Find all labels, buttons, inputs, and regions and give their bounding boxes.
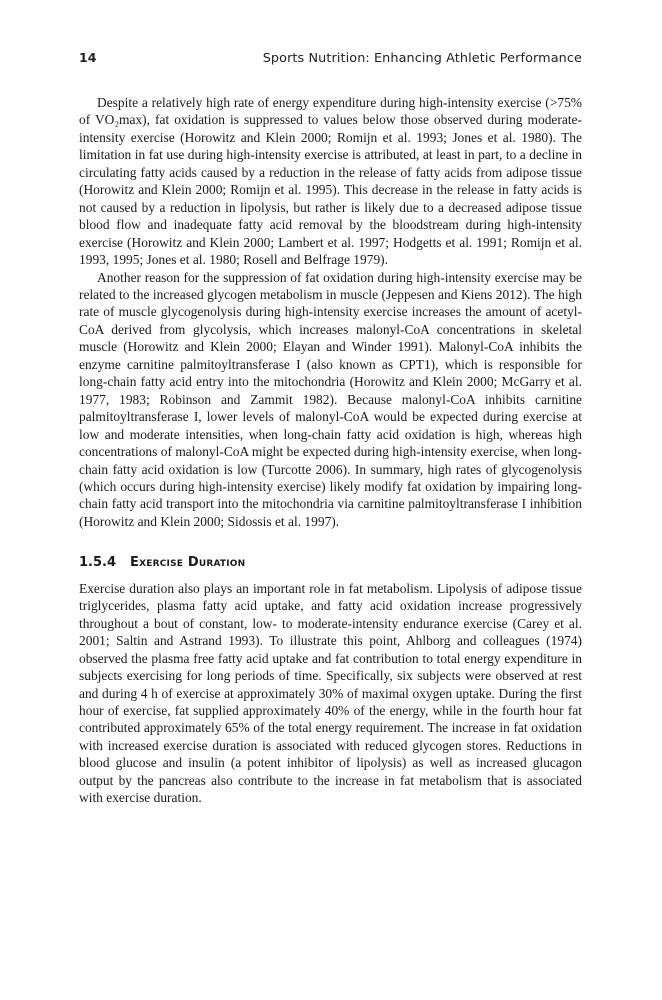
paragraph-glycogen-metabolism: Another reason for the suppression of fat oxidation during high-intensity exercise may be related to the increased glycogen metabolism in muscle (Jeppesen and Kiens 2012). The high rate of muscle glycogenolysis during high-intensity exercise increases the amount of acetyl-CoA derived from glycolysis, which increases malonyl-CoA concentrations in skeletal muscle (Horowitz and Klein 2000; Elayan and Winder 1991). Malonyl-CoA inhibits the enzyme carnitine palmitoyltransferase I (also known as CPT1), which is responsible for long-chain fatty acid entry into the mitochondria (Horowitz and Klein 2000; McGarry et al. 1977, 1983; Robinson and Zammit 1982). Because malonyl-CoA inhibits carnitine palmitoyltransferase I, lower levels of malonyl-CoA would be expected during exercise at low and moderate intensities, when long-chain fatty acid oxidation is high, whereas high concentrations of malonyl-CoA might be expected during high-intensity exercise, when long-chain fatty acid oxidation is low (Turcotte 2006). In summary, high rates of glycogenolysis (which occurs during high-intensity exercise) likely modify fat oxidation by impairing long-chain fatty acid transport into the mitochondria via carnitine palmitoyltransferase I inhibition (Horowitz and Klein 2000; Sidossis et al. 1997).: [79, 269, 582, 529]
running-head: [79, 50, 582, 70]
body-text: [79, 94, 582, 807]
section-heading: [79, 554, 582, 571]
book-title: Sports Nutrition: Enhancing Athletic Performance: [262, 51, 582, 66]
section-title: Exercise Duration: [130, 555, 246, 571]
page-number: 14: [79, 50, 97, 65]
paragraph-exercise-duration: Exercise duration also plays an important role in fat metabolism. Lipolysis of adipose tissue triglycerides, plasma fatty acid uptake, and fatty acid oxidation increase progressively throughout a bout of constant, low- to moderate-intensity endurance exercise (Carey et al. 2001; Saltin and Astrand 1993). To illustrate this point, Ahlborg and colleagues (1974) observed the plasma free fatty acid uptake and fat contribution to total energy expenditure in subjects exercising for long periods of time. Specifically, six subjects were observed at rest and during 4 h of exercise at approximately 30% of maximal oxygen uptake. During the first hour of exercise, fat supplied approximately 40% of the energy, while in the fourth hour fat contributed approximately 65% of the total energy requirement. The increase in fat oxidation with increased exercise duration is associated with reduced glycogen stores. Reductions in blood glucose and insulin (a potent inhibitor of lipolysis) as well as increased glucagon output by the pancreas also contribute to the increase in fat metabolism that is associated with exercise duration.: [79, 580, 582, 806]
section-number: 1.5.4: [79, 555, 117, 571]
page: [79, 50, 582, 807]
paragraph-high-intensity-fat-oxidation: Despite a relatively high rate of energy expenditure during high-intensity exercise (>75% of VO₂max), fat oxidation is suppressed to values below those observed during moderate-intensity exercise (Horowitz and Klein 2000; Romijn et al. 1993; Jones et al. 1980). The limitation in fat use during high-intensity exercise is attributed, at least in part, to a decline in circulating fatty acids caused by a reduction in the release of fatty acids from adipose tissue (Horowitz and Klein 2000; Romijn et al. 1995). This decrease in the release in fatty acids is not caused by a reduction in lipolysis, but rather is likely due to a decreased adipose tissue blood flow and inadequate fatty acid removal by the bloodstream during high-intensity exercise (Horowitz and Klein 2000; Lambert et al. 1997; Hodgetts et al. 1991; Romijn et al. 1993, 1995; Jones et al. 1980; Rosell and Belfrage 1979).: [79, 95, 582, 268]
